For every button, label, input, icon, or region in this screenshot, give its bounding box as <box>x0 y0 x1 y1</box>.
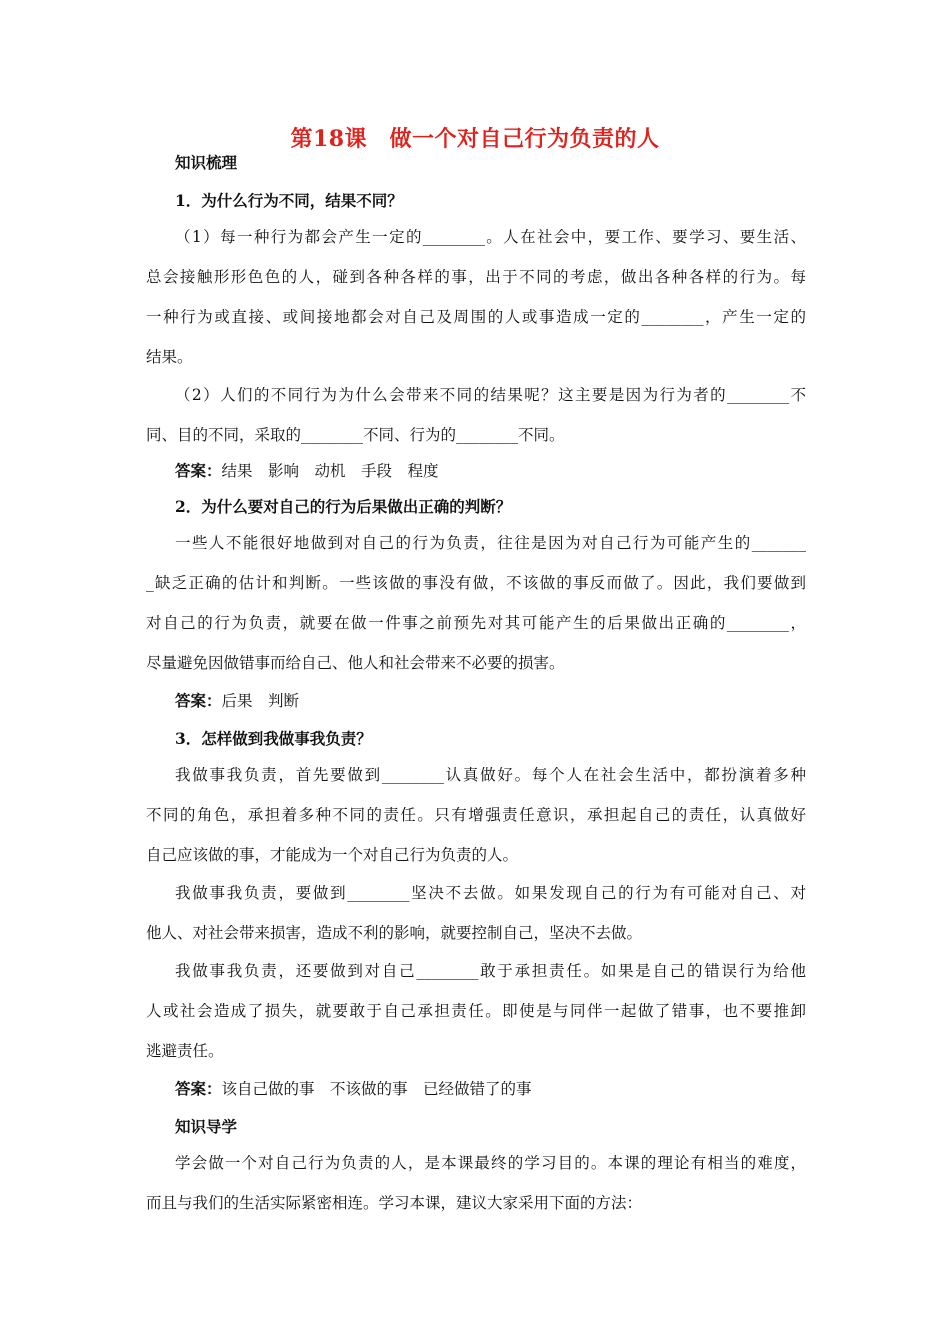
paragraph-line: 一种行为或直接、或间接地都会对自己及周围的人或事造成一定的________，产生一定的 <box>146 308 806 326</box>
answer-label: 答案： <box>175 1079 222 1098</box>
paragraph-line: 我做事我负责，要做到________坚决不去做。如果发现自己的行为有可能对自己、对 <box>175 884 806 902</box>
paragraph-line: 一些人不能很好地做到对自己的行为负责，往往是因为对自己行为可能产生的_______ <box>175 534 806 552</box>
paragraph-line: 对自己的行为负责，就要在做一件事之前预先对其可能产生的后果做出正确的________， <box>146 614 806 632</box>
paragraph-line: （1）每一种行为都会产生一定的________。人在社会中，要工作、要学习、要生活、 <box>175 228 806 246</box>
answer-label: 答案： <box>175 691 222 710</box>
paragraph-line: 学会做一个对自己行为负责的人，是本课最终的学习目的。本课的理论有相当的难度， <box>175 1154 806 1172</box>
paragraph-line: 我做事我负责，首先要做到________认真做好。每个人在社会生活中，都扮演着多种 <box>175 766 806 784</box>
paragraph-line: 结果。 <box>146 348 193 366</box>
answer-line <box>175 690 299 712</box>
answer-label: 答案： <box>175 461 222 480</box>
paragraph-line: 尽量避免因做错事而给自己、他人和社会带来不必要的损害。 <box>146 654 565 672</box>
paragraph-line: 而且与我们的生活实际紧密相连。学习本课，建议大家采用下面的方法： <box>146 1194 643 1212</box>
paragraph-line: （2）人们的不同行为为什么会带来不同的结果呢？这主要是因为行为者的________不 <box>175 386 806 404</box>
paragraph-line: 自己应该做的事，才能成为一个对自己行为负责的人。 <box>146 846 519 864</box>
answer-text: 结果 影响 动机 手段 程度 <box>221 462 439 480</box>
paragraph-line: _缺乏正确的估计和判断。一些该做的事没有做，不该做的事反而做了。因此，我们要做到 <box>146 574 806 592</box>
paragraph-line: 总会接触形形色色的人，碰到各种各样的事，出于不同的考虑，做出各种各样的行为。每 <box>146 268 806 286</box>
question-1-heading: 1．为什么行为不同，结果不同？ <box>175 191 403 210</box>
answer-text: 该自己做的事 不该做的事 已经做错了的事 <box>221 1080 532 1098</box>
page-title: 第18课 做一个对自己行为负责的人 <box>290 126 660 152</box>
answer-line <box>175 1078 532 1100</box>
answer-text: 后果 判断 <box>221 692 300 710</box>
paragraph-line: 逃避责任。 <box>146 1042 224 1060</box>
paragraph-line: 人或社会造成了损失，就要敢于自己承担责任。即使是与同伴一起做了错事，也不要推卸 <box>146 1002 806 1020</box>
question-3-heading: 3．怎样做到我做事我负责？ <box>175 729 372 748</box>
paragraph-line: 他人、对社会带来损害，造成不利的影响，就要控制自己，坚决不去做。 <box>146 924 643 942</box>
section-heading-knowledge: 知识梳理 <box>175 153 238 172</box>
answer-line <box>175 460 439 482</box>
question-2-heading: 2．为什么要对自己的行为后果做出正确的判断？ <box>175 497 512 516</box>
section-heading-guide: 知识导学 <box>175 1117 238 1136</box>
paragraph-line: 我做事我负责，还要做到对自己________敢于承担责任。如果是自己的错误行为给他 <box>175 962 806 980</box>
paragraph-line: 不同的角色，承担着多种不同的责任。只有增强责任意识，承担起自己的责任，认真做好 <box>146 806 806 824</box>
paragraph-line: 同、目的不同，采取的________不同、行为的________不同。 <box>146 426 565 444</box>
